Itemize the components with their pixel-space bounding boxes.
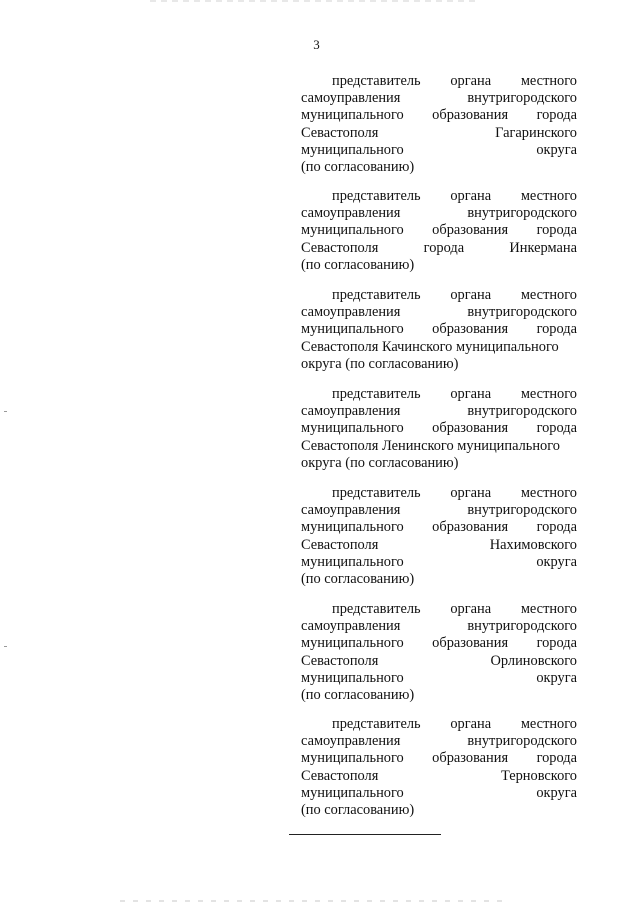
end-divider-line	[289, 834, 441, 835]
entry-word: округа	[536, 784, 577, 801]
entry-word: муниципального	[301, 420, 404, 437]
page-number: 3	[313, 37, 320, 52]
entry-word: образования	[432, 519, 509, 536]
entry-word: образования	[432, 321, 509, 338]
entry-text: (по согласованию)	[301, 158, 415, 175]
scan-mark	[4, 646, 7, 647]
entry-word: внутригородского	[467, 304, 577, 321]
entry-word: самоуправления	[301, 304, 401, 321]
entry-word: представитель	[332, 188, 421, 204]
entry-word: образования	[432, 107, 509, 124]
entry-word: представитель	[332, 287, 421, 303]
entry-word: муниципального	[301, 669, 404, 686]
entry-word: представитель	[332, 601, 421, 617]
entry-text: округа (по согласованию)	[301, 355, 459, 372]
entry-first-line	[301, 485, 577, 502]
entry-line	[301, 519, 577, 536]
representative-entry	[301, 485, 577, 588]
entry-line	[301, 502, 577, 519]
entry-word: самоуправления	[301, 618, 401, 635]
entry-line	[301, 768, 577, 785]
entry-line	[301, 257, 577, 274]
entry-word: органа	[450, 73, 492, 89]
entry-word: муниципального	[301, 553, 404, 570]
entry-word: органа	[450, 287, 492, 303]
entry-word: образования	[432, 750, 509, 767]
entry-word: округа	[536, 553, 577, 570]
scan-artifact-bottom	[120, 900, 510, 902]
entry-word: местного	[520, 188, 577, 204]
entry-word: города	[536, 222, 577, 239]
scan-mark	[4, 411, 7, 412]
entry-line	[301, 537, 577, 554]
entry-word: представитель	[332, 73, 421, 89]
entry-word: Севастополя	[301, 652, 379, 669]
entry-word: Севастополя	[301, 767, 379, 784]
entry-word: местного	[520, 716, 577, 732]
entry-word: города	[536, 519, 577, 536]
entry-word: органа	[450, 601, 492, 617]
entry-line	[301, 90, 577, 107]
entry-word: муниципального	[301, 750, 404, 767]
entry-word: внутригородского	[467, 205, 577, 222]
entry-word: Терновского	[500, 767, 577, 784]
entry-first-line	[301, 716, 577, 733]
entry-word: самоуправления	[301, 205, 401, 222]
entry-word: самоуправления	[301, 90, 401, 107]
entry-line	[301, 304, 577, 321]
entry-text: округа (по согласованию)	[301, 454, 459, 471]
entry-line	[301, 222, 577, 239]
entry-word: местного	[520, 73, 577, 89]
representative-entry	[301, 716, 577, 819]
entry-line	[301, 750, 577, 767]
entry-word: города	[536, 321, 577, 338]
entry-word: муниципального	[301, 321, 404, 338]
entry-line	[301, 635, 577, 652]
entry-word: города	[536, 107, 577, 124]
entry-word: Севастополя	[301, 239, 379, 256]
entry-first-line	[301, 386, 577, 403]
entry-first-line	[301, 73, 577, 90]
entry-word: округа	[536, 141, 577, 158]
entry-word: Инкермана	[509, 239, 577, 256]
entry-word: органа	[450, 386, 492, 402]
entry-text: (по согласованию)	[301, 686, 415, 703]
entry-line	[301, 339, 577, 356]
entry-word: представитель	[332, 485, 421, 501]
entry-word: образования	[432, 420, 509, 437]
entry-word: муниципального	[301, 519, 404, 536]
entry-text: Севастополя Качинского муниципального	[301, 338, 559, 355]
entry-line	[301, 420, 577, 437]
entry-line	[301, 142, 577, 159]
entry-word: города	[536, 750, 577, 767]
entry-word: округа	[536, 669, 577, 686]
entry-word: внутригородского	[467, 403, 577, 420]
entry-word: внутригородского	[467, 90, 577, 107]
entry-text: (по согласованию)	[301, 570, 415, 587]
entry-word: Нахимовского	[489, 536, 577, 553]
representative-entry	[301, 601, 577, 704]
entry-word: города	[536, 635, 577, 652]
representative-entry	[301, 386, 577, 472]
entry-word: Севастополя	[301, 536, 379, 553]
entry-line	[301, 653, 577, 670]
entry-line	[301, 802, 577, 819]
entry-text: (по согласованию)	[301, 256, 415, 273]
entry-line	[301, 125, 577, 142]
entry-line	[301, 403, 577, 420]
entry-word: муниципального	[301, 107, 404, 124]
entry-line	[301, 240, 577, 257]
entry-word: муниципального	[301, 222, 404, 239]
entry-word: органа	[450, 485, 492, 501]
entry-word: самоуправления	[301, 403, 401, 420]
entry-line	[301, 733, 577, 750]
entry-line	[301, 571, 577, 588]
entry-line	[301, 455, 577, 472]
entry-line	[301, 321, 577, 338]
entry-line	[301, 554, 577, 571]
entry-word: города	[536, 420, 577, 437]
entry-word: образования	[432, 635, 509, 652]
entry-word: самоуправления	[301, 733, 401, 750]
entry-word: представитель	[332, 716, 421, 732]
entry-word: представитель	[332, 386, 421, 402]
entry-word: Орлиновского	[490, 652, 577, 669]
entry-word: муниципального	[301, 635, 404, 652]
entry-line	[301, 107, 577, 124]
entry-first-line	[301, 601, 577, 618]
entry-word: муниципального	[301, 141, 404, 158]
representative-entry	[301, 287, 577, 373]
entry-word: местного	[520, 485, 577, 501]
entry-line	[301, 205, 577, 222]
entry-text: (по согласованию)	[301, 801, 415, 818]
entry-first-line	[301, 287, 577, 304]
entry-word: образования	[432, 222, 509, 239]
representative-entry	[301, 73, 577, 176]
entry-line	[301, 356, 577, 373]
entry-word: местного	[520, 386, 577, 402]
entry-word: органа	[450, 188, 492, 204]
entry-line	[301, 687, 577, 704]
entry-word: Гагаринского	[495, 124, 577, 141]
entry-word: местного	[520, 287, 577, 303]
entry-line	[301, 438, 577, 455]
entry-line	[301, 159, 577, 176]
entry-word: города	[423, 239, 465, 256]
entry-line	[301, 785, 577, 802]
entry-word: внутригородского	[467, 502, 577, 519]
entry-text: Севастополя Ленинского муниципального	[301, 437, 560, 454]
entry-first-line	[301, 188, 577, 205]
entry-word: муниципального	[301, 784, 404, 801]
representative-entry	[301, 188, 577, 274]
entry-word: органа	[450, 716, 492, 732]
scan-artifact-top	[150, 0, 480, 2]
entry-line	[301, 618, 577, 635]
entry-word: самоуправления	[301, 502, 401, 519]
entry-word: местного	[520, 601, 577, 617]
entry-word: Севастополя	[301, 124, 379, 141]
entry-line	[301, 670, 577, 687]
entry-word: внутригородского	[467, 618, 577, 635]
entry-word: внутригородского	[467, 733, 577, 750]
